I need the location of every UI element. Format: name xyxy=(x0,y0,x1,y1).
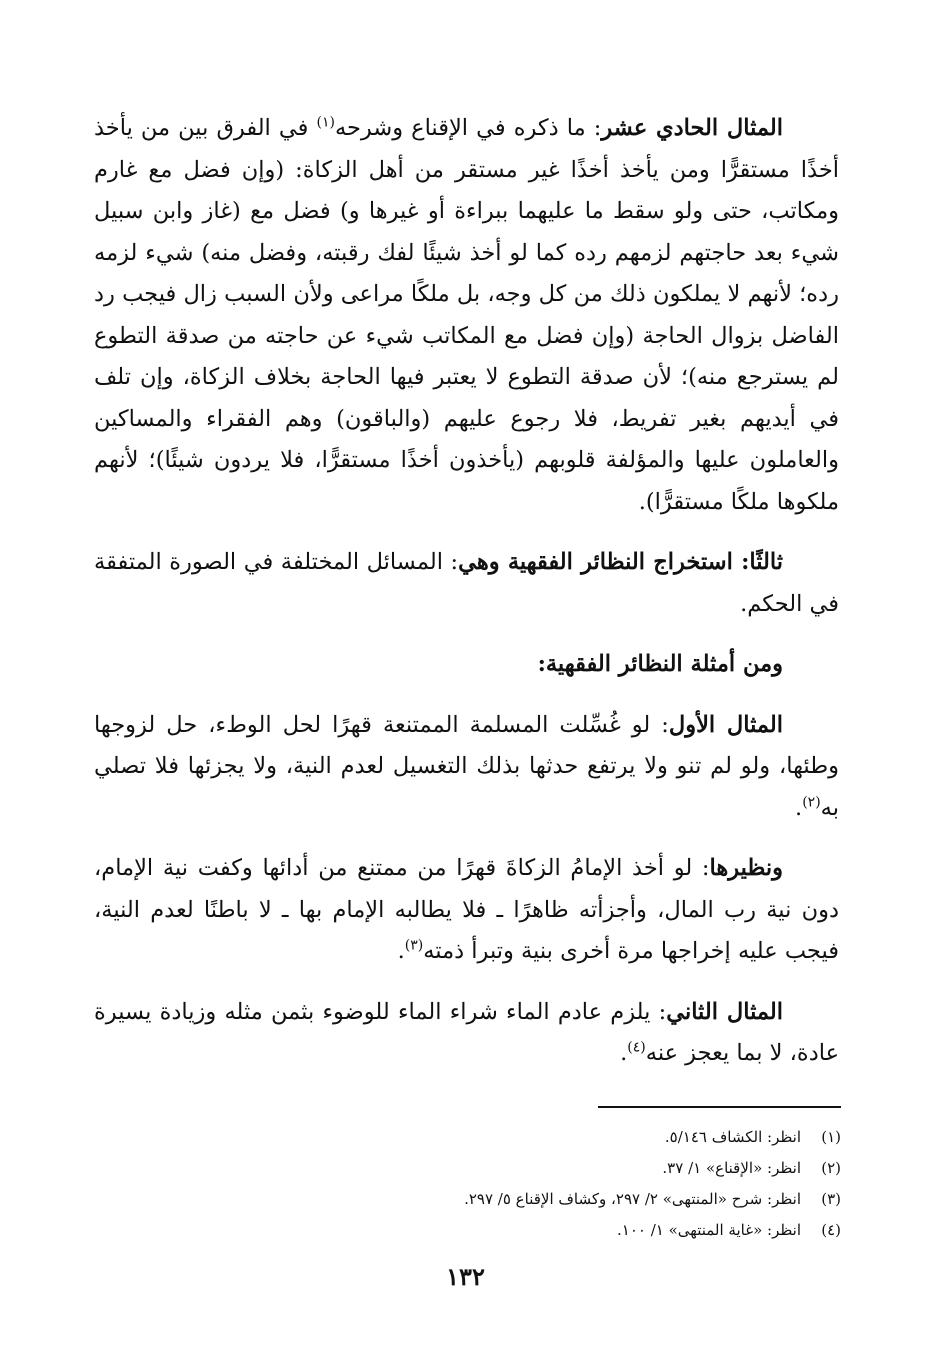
paragraph-text: : المسائل المختلفة في الصورة المتفقة في الحكم. xyxy=(94,549,839,617)
main-text xyxy=(94,108,839,1094)
paragraph-lead: ونظيرها xyxy=(709,855,783,881)
paragraph-lead: المثال الأول xyxy=(668,711,783,738)
footnote-text: انظر: الكشاف ٥/١٤٦. xyxy=(664,1128,801,1146)
footnote-number: (١) xyxy=(821,1128,841,1146)
footnote-item xyxy=(96,1184,841,1215)
paragraph-lead: ثالثًا: استخراج النظائر الفقهية وهي xyxy=(458,549,783,575)
paragraph-text: . xyxy=(795,794,803,821)
paragraph-text: : لو غُسِّلت المسلمة الممتنعة قهرًا لحل الوطء، حل لزوجها وطئها، ولو لم تنو ولا يرتفع حدثها بذلك التغسيل لعدم النية، ولا يجزئها فلا تصلي به xyxy=(94,711,839,821)
paragraph-text: : لو أخذ الإمامُ الزكاةَ قهرًا من ممتنع من أدائها وكفت نية الإمام، دون نية رب المال، وأجزأته ظاهرًا ـ فلا يطالبه الإمام بها ـ لا باطنًا لعدم النية، فيجب عليه إخراجها مرة أخرى بنية وتبرأ ذمته xyxy=(94,855,839,964)
footnote-ref: (١) xyxy=(316,114,335,131)
footnote-item xyxy=(96,1153,841,1184)
paragraph-example-2 xyxy=(94,992,839,1075)
paragraph-text: في الفرق بين من يأخذ أخذًا مستقرًّا ومن يأخذ أخذًا غير مستقر من أهل الزكاة: (وإن فضل مع غارم ومكاتب، حتى ولو سقط ما عليهما ببراءة أو غيرها و) فضل مع (غاز وابن سبيل شيء بعد حاجتهم لزمهم رده كما لو أخذ شيئًا لفك رقبته، وفضل منه) شيء لزمه رده؛ لأنهم لا يملكون ذلك من كل وجه، بل ملكًا مراعى ولأن السبب زال فيجب رد الفاضل بزوال الحاجة (وإن فضل مع المكاتب شيء عن حاجته من صدقة التطوع لم يسترجع منه)؛ لأن صدقة التطوع لا يعتبر فيها الحاجة بخلاف الزكاة، وإن تلف في أيديهم بغير تفريط، فلا رجوع عليهم (والباقون) وهم الفقراء والمساكين والعاملون عليها والمؤلفة قلوبهم (يأخذون أخذًا مستقرًّا، فلا يردون شيئًا)؛ لأنهم ملكوها ملكًا مستقرًّا). xyxy=(94,115,839,515)
footnote-item xyxy=(96,1215,841,1246)
paragraph-lead: المثال الثاني xyxy=(666,998,783,1025)
footnote-ref: (٤) xyxy=(627,1039,646,1056)
paragraph-text: . xyxy=(397,938,405,964)
footnote-separator xyxy=(598,1106,841,1108)
footnote-number: (٤) xyxy=(821,1221,841,1239)
paragraph-example-11 xyxy=(94,108,839,523)
footnotes xyxy=(96,1122,841,1246)
footnote-text: انظر: شرح «المنتهى» ٢/ ٢٩٧، وكشاف الإقناع ٥/ ٢٩٧. xyxy=(464,1190,801,1208)
footnote-number: (٢) xyxy=(821,1159,841,1177)
footnote-item xyxy=(96,1122,841,1153)
paragraph-counterpart xyxy=(94,848,839,973)
page-number: ١٣٢ xyxy=(446,1262,485,1291)
paragraph-third xyxy=(94,542,839,625)
paragraph-text: : ما ذكره في الإقناع وشرحه xyxy=(334,115,602,141)
footnote-text: انظر: «الإقناع» ١/ ٣٧. xyxy=(662,1159,801,1177)
paragraph-text: : يلزم عادم الماء شراء الماء للوضوء بثمن مثله وزيادة يسيرة عادة، لا بما يعجز عنه xyxy=(94,998,839,1066)
footnote-text: انظر: «غاية المنتهى» ١/ ١٠٠. xyxy=(617,1221,801,1239)
paragraph-example-1 xyxy=(94,705,839,830)
paragraph-lead: المثال الحادي عشر xyxy=(601,115,783,141)
footnote-ref: (٣) xyxy=(404,937,424,954)
paragraph-text: . xyxy=(620,1040,628,1066)
footnote-ref: (٢) xyxy=(802,794,821,810)
footnote-number: (٣) xyxy=(821,1190,841,1208)
section-heading: ومن أمثلة النظائر الفقهية: xyxy=(537,651,783,677)
